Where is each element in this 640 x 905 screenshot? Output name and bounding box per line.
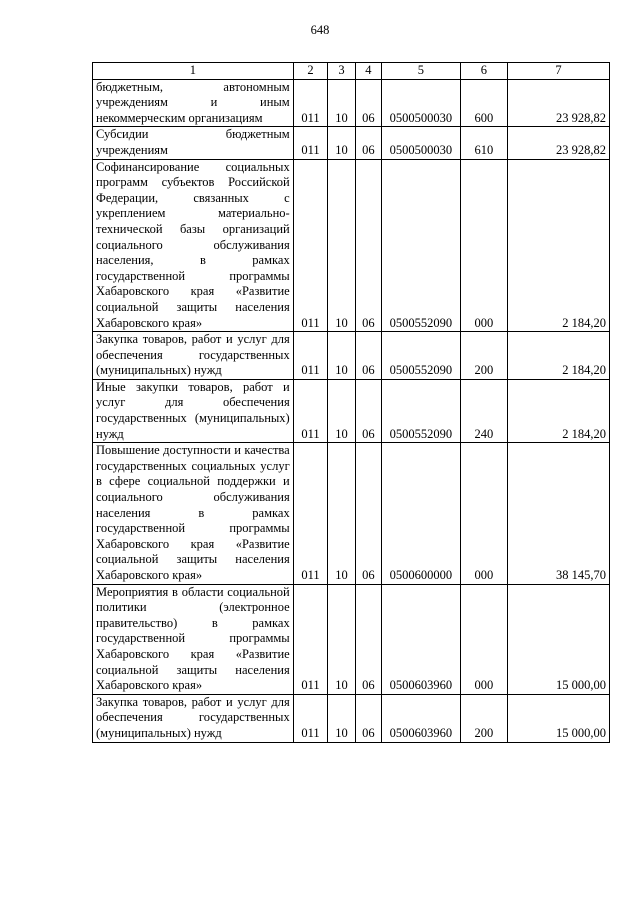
header-col-4: 4 (355, 63, 381, 80)
header-col-1: 1 (93, 63, 294, 80)
row-amount: 23 928,82 (508, 127, 610, 159)
row-subsection: 06 (355, 332, 381, 380)
row-name: Закупка товаров, работ и услуг для обеспечения государственных (муниципальных) нужд (93, 332, 294, 380)
table-row (93, 443, 610, 584)
row-target-article: 0500552090 (381, 332, 460, 380)
table-row (93, 694, 610, 742)
row-ministry-code: 011 (293, 443, 328, 584)
table-row (93, 79, 610, 127)
row-subsection: 06 (355, 127, 381, 159)
row-name: Закупка товаров, работ и услуг для обеспечения государственных (муниципальных) нужд (93, 694, 294, 742)
row-target-article: 0500552090 (381, 379, 460, 442)
row-subsection: 06 (355, 159, 381, 332)
row-section: 10 (328, 159, 355, 332)
row-subsection: 06 (355, 379, 381, 442)
row-ministry-code: 011 (293, 159, 328, 332)
row-expense-type: 600 (460, 79, 507, 127)
header-col-2: 2 (293, 63, 328, 80)
row-amount: 2 184,20 (508, 332, 610, 380)
row-section: 10 (328, 127, 355, 159)
row-subsection: 06 (355, 694, 381, 742)
row-name: Мероприятия в области социальной политики (электронное правительство) в рамках государственной программы Хабаровского края «Развитие социальной защиты населения Хабаровского края» (93, 584, 294, 694)
row-section: 10 (328, 694, 355, 742)
header-col-6: 6 (460, 63, 507, 80)
row-section: 10 (328, 332, 355, 380)
header-col-3: 3 (328, 63, 355, 80)
row-target-article: 0500603960 (381, 694, 460, 742)
row-section: 10 (328, 443, 355, 584)
row-target-article: 0500500030 (381, 79, 460, 127)
row-expense-type: 000 (460, 443, 507, 584)
row-subsection: 06 (355, 584, 381, 694)
row-amount: 23 928,82 (508, 79, 610, 127)
row-amount: 2 184,20 (508, 379, 610, 442)
row-ministry-code: 011 (293, 379, 328, 442)
row-name: Софинансирование социальных программ субъектов Российской Федерации, связанных с укреплением материально-технической базы организаций социального обслуживания населения, в рамках государственной программы Хабаровского края «Развитие социальной защиты населения Хабаровского края» (93, 159, 294, 332)
row-ministry-code: 011 (293, 584, 328, 694)
row-target-article: 0500603960 (381, 584, 460, 694)
row-target-article: 0500552090 (381, 159, 460, 332)
table-row (93, 127, 610, 159)
row-name: бюджетным, автономным учреждениям и иным некоммерческим организациям (93, 79, 294, 127)
table-row (93, 379, 610, 442)
row-expense-type: 000 (460, 159, 507, 332)
row-amount: 38 145,70 (508, 443, 610, 584)
row-expense-type: 200 (460, 694, 507, 742)
row-name: Субсидии бюджетным учреждениям (93, 127, 294, 159)
row-subsection: 06 (355, 79, 381, 127)
row-section: 10 (328, 79, 355, 127)
table-row (93, 584, 610, 694)
row-amount: 15 000,00 (508, 584, 610, 694)
row-subsection: 06 (355, 443, 381, 584)
header-col-7: 7 (508, 63, 610, 80)
row-expense-type: 200 (460, 332, 507, 380)
row-expense-type: 000 (460, 584, 507, 694)
row-expense-type: 240 (460, 379, 507, 442)
row-amount: 15 000,00 (508, 694, 610, 742)
table-header-row (93, 63, 610, 80)
row-name: Иные закупки товаров, работ и услуг для обеспечения государственных (муниципальных) нужд (93, 379, 294, 442)
page-number: 648 (310, 23, 330, 37)
row-ministry-code: 011 (293, 332, 328, 380)
row-section: 10 (328, 584, 355, 694)
row-target-article: 0500500030 (381, 127, 460, 159)
table-row (93, 159, 610, 332)
row-expense-type: 610 (460, 127, 507, 159)
row-name: Повышение доступности и качества государственных социальных услуг в сфере социальной поддержки и социального обслуживания населения в рамках государственной программы Хабаровского края «Развитие социальной защиты населения Хабаровского края» (93, 443, 294, 584)
row-amount: 2 184,20 (508, 159, 610, 332)
row-ministry-code: 011 (293, 79, 328, 127)
header-col-5: 5 (381, 63, 460, 80)
row-section: 10 (328, 379, 355, 442)
row-ministry-code: 011 (293, 694, 328, 742)
row-ministry-code: 011 (293, 127, 328, 159)
budget-table (92, 62, 610, 743)
row-target-article: 0500600000 (381, 443, 460, 584)
table-row (93, 332, 610, 380)
